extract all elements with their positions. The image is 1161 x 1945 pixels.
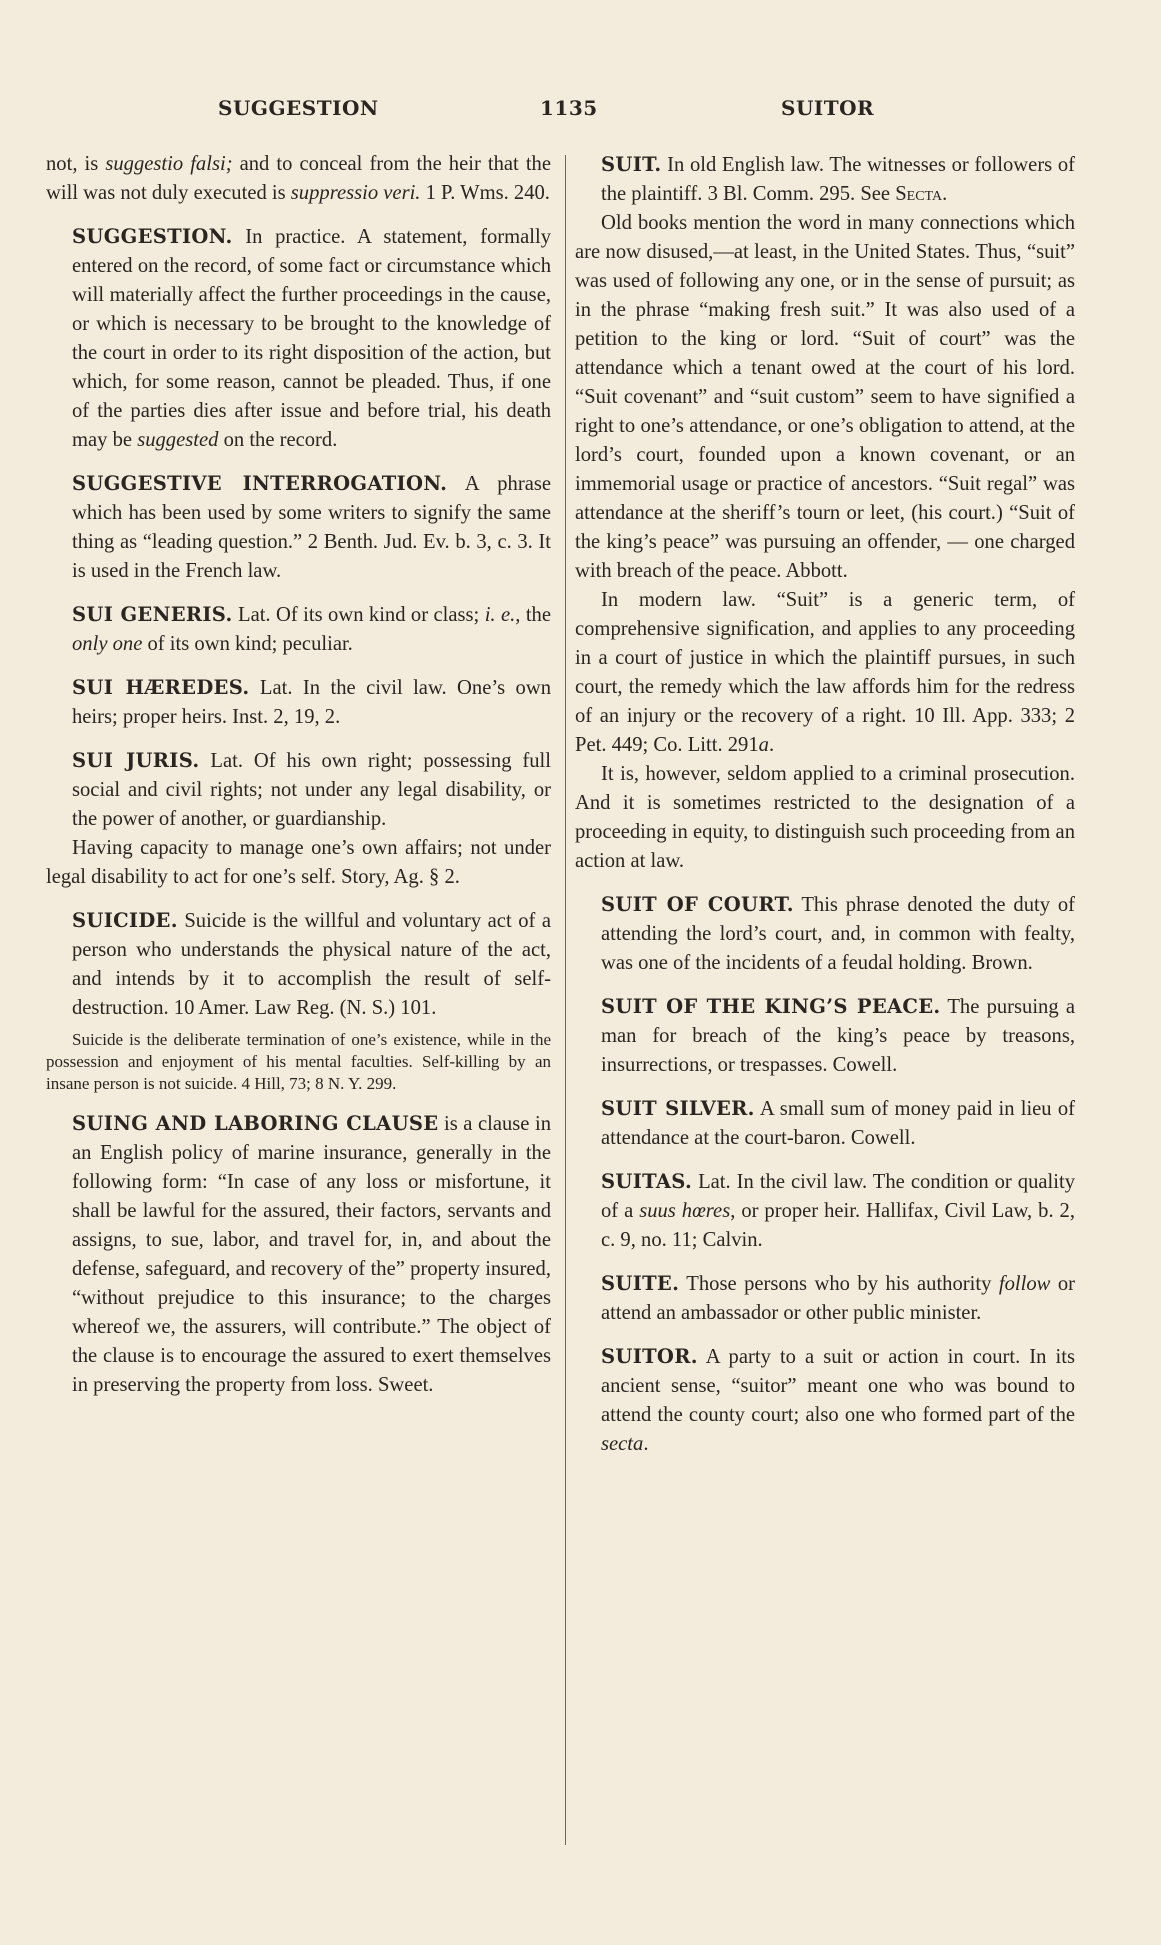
entry-sui-haeredes: SUI HÆREDES. Lat. In the civil law. One’s own heirs; proper heirs. Inst. 2, 19, 2. (72, 676, 551, 728)
entry-suicide-note: Suicide is the deliberate termination of one’s existence, while in the possession and enjoyment of his mental faculties. Self-killing by an insane person is not suicide. 4 Hill, 73; 8 N. Y. 299. (46, 1030, 551, 1093)
column-divider (565, 155, 566, 1845)
header-last-term: SUITOR (781, 96, 875, 120)
entry-suing-and-laboring-clause: SUING AND LABORING CLAUSE is a clause in an English policy of marine insurance, generally in the following form: “In case of any loss or misfortune, it shall be lawful for the assured, their factors, servants and assigns, to sue, labor, and travel for, in, and about the defense, safeguard, and recovery of the” property insured, “without prejudice to this insurance; to the charges whereof we, the assurers, will contribute.” The object of the clause is to encourage the assured to exert themselves in preserving the property from loss. Sweet. (72, 1112, 551, 1396)
entry-term: SUIT SILVER. (601, 1097, 755, 1120)
entry-term: SUITE. (601, 1272, 680, 1295)
entry-sui-juris-paragraph: Having capacity to manage one’s own affairs; not under legal disability to act for one’s self. Story, Ag. § 2. (46, 837, 551, 888)
left-column (46, 150, 551, 1400)
entry-suit-modern-law: In modern law. “Suit” is a generic term, of comprehensive signification, and applies to any proceeding in a court of justice in which the plaintiff pursues, in such court, the remedy which the law affords him for the redress of an injury or the recovery of a right. 10 Ill. App. 333; 2 Pet. 449; Co. Litt. 291a. (575, 589, 1075, 756)
entry-suite: SUITE. Those persons who by his authority follow or attend an ambassador or other public minister. (601, 1272, 1075, 1324)
entry-suit-silver: SUIT SILVER. A small sum of money paid in lieu of attendance at the court-baron. Cowell. (601, 1097, 1075, 1149)
entry-suit-of-court: SUIT OF COURT. This phrase denoted the duty of attending the lord’s court, and, in common with fealty, was one of the incidents of a feudal holding. Brown. (601, 893, 1075, 974)
entry-term: SUIT OF THE KING’S PEACE. (601, 995, 941, 1018)
entry-suggestive-interrogation: SUGGESTIVE INTERROGATION. A phrase which has been used by some writers to signify the same thing as “leading question.” 2 Benth. Jud. Ev. b. 3, c. 3. It is used in the French law. (72, 472, 551, 582)
entry-sui-juris: SUI JURIS. Lat. Of his own right; possessing full social and civil rights; not under any legal disability, or the power of another, or guardianship. (72, 749, 551, 830)
entry-suit-criminal: It is, however, seldom applied to a criminal prosecution. And it is sometimes restricted to the designation of a proceeding in equity, to distinguish such proceeding from an action at law. (575, 763, 1075, 872)
running-header (0, 96, 1161, 126)
entry-term: SUGGESTIVE INTERROGATION. (72, 472, 448, 495)
page-number: 1135 (540, 96, 598, 120)
entry-term: SUITOR. (601, 1345, 698, 1368)
entry-suitas: SUITAS. Lat. In the civil law. The condition or quality of a suus hœres, or proper heir. Hallifax, Civil Law, b. 2, c. 9, no. 11; Calvin. (601, 1170, 1075, 1251)
entry-suit-paragraph: Old books mention the word in many connections which are now disused,—at least, in the United States. Thus, “suit” was used of following any one, or in the sense of pursuit; as in the phrase “making fresh suit.” It was also used of a petition to the king or lord. “Suit of court” was the attendance which a tenant owed at the court of his lord. “Suit covenant” and “suit custom” seem to have signified a right to one’s attendance, or one’s obligation to attend, at the lord’s court, founded upon a known covenant, or an immemorial usage or practice of ancestors. “Suit regal” was attendance at the sheriff’s tourn or leet, (his court.) “Suit of the king’s peace” was pursuing an offender, — one charged with breach of the peace. Abbott. (575, 212, 1075, 582)
entry-term: SUICIDE. (72, 909, 178, 932)
entry-term: SUITAS. (601, 1170, 693, 1193)
entry-term: SUI HÆREDES. (72, 676, 250, 699)
entry-term: SUI GENERIS. (72, 603, 233, 626)
entry-term: SUGGESTION. (72, 225, 233, 248)
entry-suit-of-kings-peace: SUIT OF THE KING’S PEACE. The pursuing a man for breach of the king’s peace by treasons, insurrections, or trespasses. Cowell. (601, 995, 1075, 1076)
entry-term: SUIT OF COURT. (601, 893, 794, 916)
header-first-term: SUGGESTION (218, 96, 379, 120)
entry-term: SUING AND LABORING CLAUSE (72, 1112, 439, 1135)
entry-term: SUIT. (601, 153, 662, 176)
entry-suggestion: SUGGESTION. In practice. A statement, formally entered on the record, of some fact or circumstance which will materially affect the further proceedings in the cause, or which is necessary to be brought to the knowledge of the court in order to its right disposition of the action, but which, for some reason, cannot be pleaded. Thus, if one of the parties dies after issue and before trial, his death may be suggested on the record. (72, 225, 551, 451)
entry-suicide: SUICIDE. Suicide is the willful and voluntary act of a person who understands the physical nature of the act, and intends by it to accomplish the result of self-destruction. 10 Amer. Law Reg. (N. S.) 101. (72, 909, 551, 1019)
entry-sui-generis: SUI GENERIS. Lat. Of its own kind or class; i. e., the only one of its own kind; peculiar. (72, 603, 551, 655)
right-column (575, 150, 1075, 1459)
entry-suitor: SUITOR. A party to a suit or action in court. In its ancient sense, “suitor” meant one who was bound to attend the county court; also one who formed part of the secta. (601, 1345, 1075, 1455)
entry-suit: SUIT. In old English law. The witnesses or followers of the plaintiff. 3 Bl. Comm. 295. See Secta. (601, 153, 1075, 205)
entry-term: SUI JURIS. (72, 749, 200, 772)
entry-continuation: not, is suggestio falsi; and to conceal from the heir that the will was not duly executed is suppressio veri. 1 P. Wms. 240. (46, 153, 551, 204)
